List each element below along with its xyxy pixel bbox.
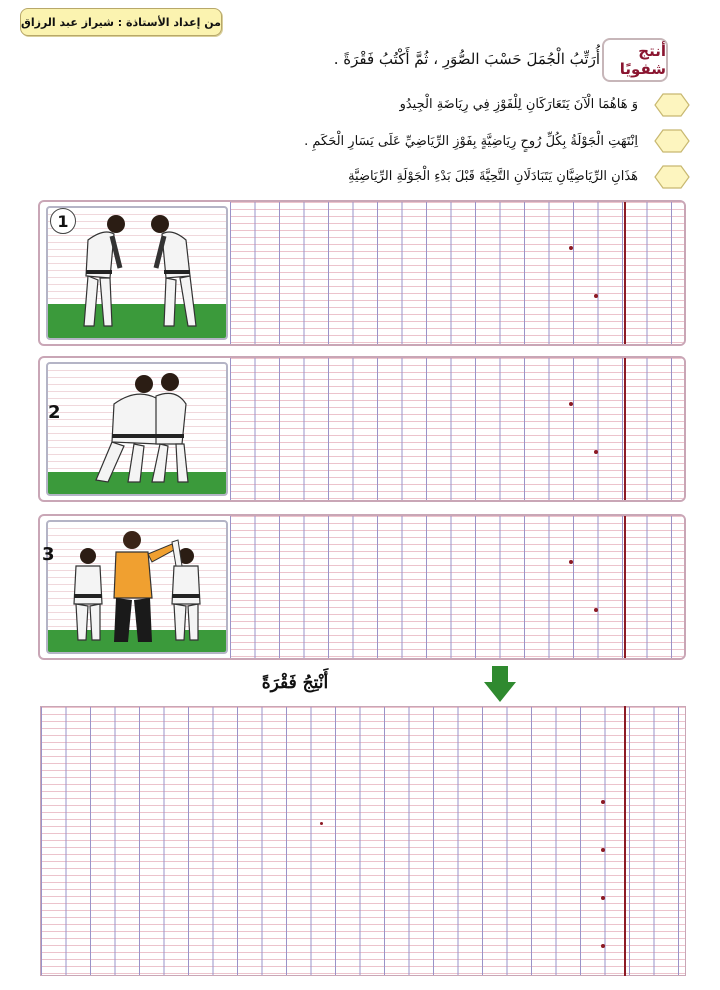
grid-dot (594, 294, 598, 298)
hexagon-answer-box-2[interactable] (654, 129, 690, 153)
picture-panel-3 (38, 514, 686, 660)
down-arrow-icon (482, 664, 518, 704)
grid-dot (601, 944, 605, 948)
margin-line-2 (624, 358, 626, 500)
grid-dot (569, 560, 573, 564)
sentence-3-text: هَذَانِ الرِّيَاضِيَّانِ يَتَبَادَلَانِ التَّحِيَّةَ قَبْلَ بَدْءِ الْجَوْلَةِ الرِّيَاضِيَّةِ (348, 169, 638, 184)
instruction (80, 44, 600, 74)
judokas-fighting-icon (48, 364, 226, 494)
judokas-bowing-icon (48, 208, 226, 338)
produce-title-text: أَنْتِجُ فَقْرَةً (261, 673, 329, 693)
grid-dot (320, 822, 323, 825)
paragraph-writing-grid[interactable] (40, 706, 686, 976)
paragraph-margin-line (624, 706, 626, 976)
picture-panel-2 (38, 356, 686, 502)
margin-line-3 (624, 516, 626, 658)
grid-dot (601, 848, 605, 852)
sentence-1 (80, 92, 638, 118)
oral-label: أنتج شفويًا (619, 42, 666, 78)
sentence-3 (80, 164, 638, 190)
picture-number-1 (50, 208, 76, 234)
picture-2 (46, 362, 228, 496)
hexagon-answer-box-1[interactable] (654, 93, 690, 117)
grid-dot (594, 450, 598, 454)
writing-grid-3[interactable] (230, 516, 684, 658)
grid-dot (569, 402, 573, 406)
author-text: من إعداد الأستاذة : شيراز عبد الرزاق (21, 15, 221, 29)
produce-title (180, 668, 410, 698)
picture-3 (46, 520, 228, 654)
grid-dot (594, 608, 598, 612)
picture-number-1-text: 1 (57, 211, 69, 231)
writing-grid-1[interactable] (230, 202, 684, 344)
hexagon-answer-box-3[interactable] (654, 165, 690, 189)
picture-number-2: 2 (48, 402, 61, 423)
sentence-2 (80, 129, 638, 155)
writing-grid-2[interactable] (230, 358, 684, 500)
author-badge (20, 8, 222, 36)
instruction-text: أُرَتِّبُ الْجُمَلَ حَسْبَ الصُّوَرِ ، ثُمَّ أَكْتُبُ فَقْرَةً . (333, 50, 600, 68)
margin-line-1 (624, 202, 626, 344)
sentence-2-text: اِنْتَهَتِ الْجَوْلَةُ بِكُلِّ رُوحٍ رِيَاضِيَّةٍ بِفَوْزِ الرِّيَاضِيِّ عَلَى يَسَارِ الْحَكَمِ . (304, 134, 638, 149)
referee-winner-icon (48, 522, 226, 652)
grid-dot (601, 800, 605, 804)
oral-production-badge (602, 38, 668, 82)
picture-number-3: 3 (42, 544, 55, 565)
grid-dot (601, 896, 605, 900)
sentence-1-text: وَ هَاهُمَا الْآنَ يَتَعَارَكَانِ لِلْفَوْزِ فِي رِيَاضَةِ الْجِيدُو (399, 97, 638, 112)
picture-panel-1 (38, 200, 686, 346)
grid-dot (569, 246, 573, 250)
